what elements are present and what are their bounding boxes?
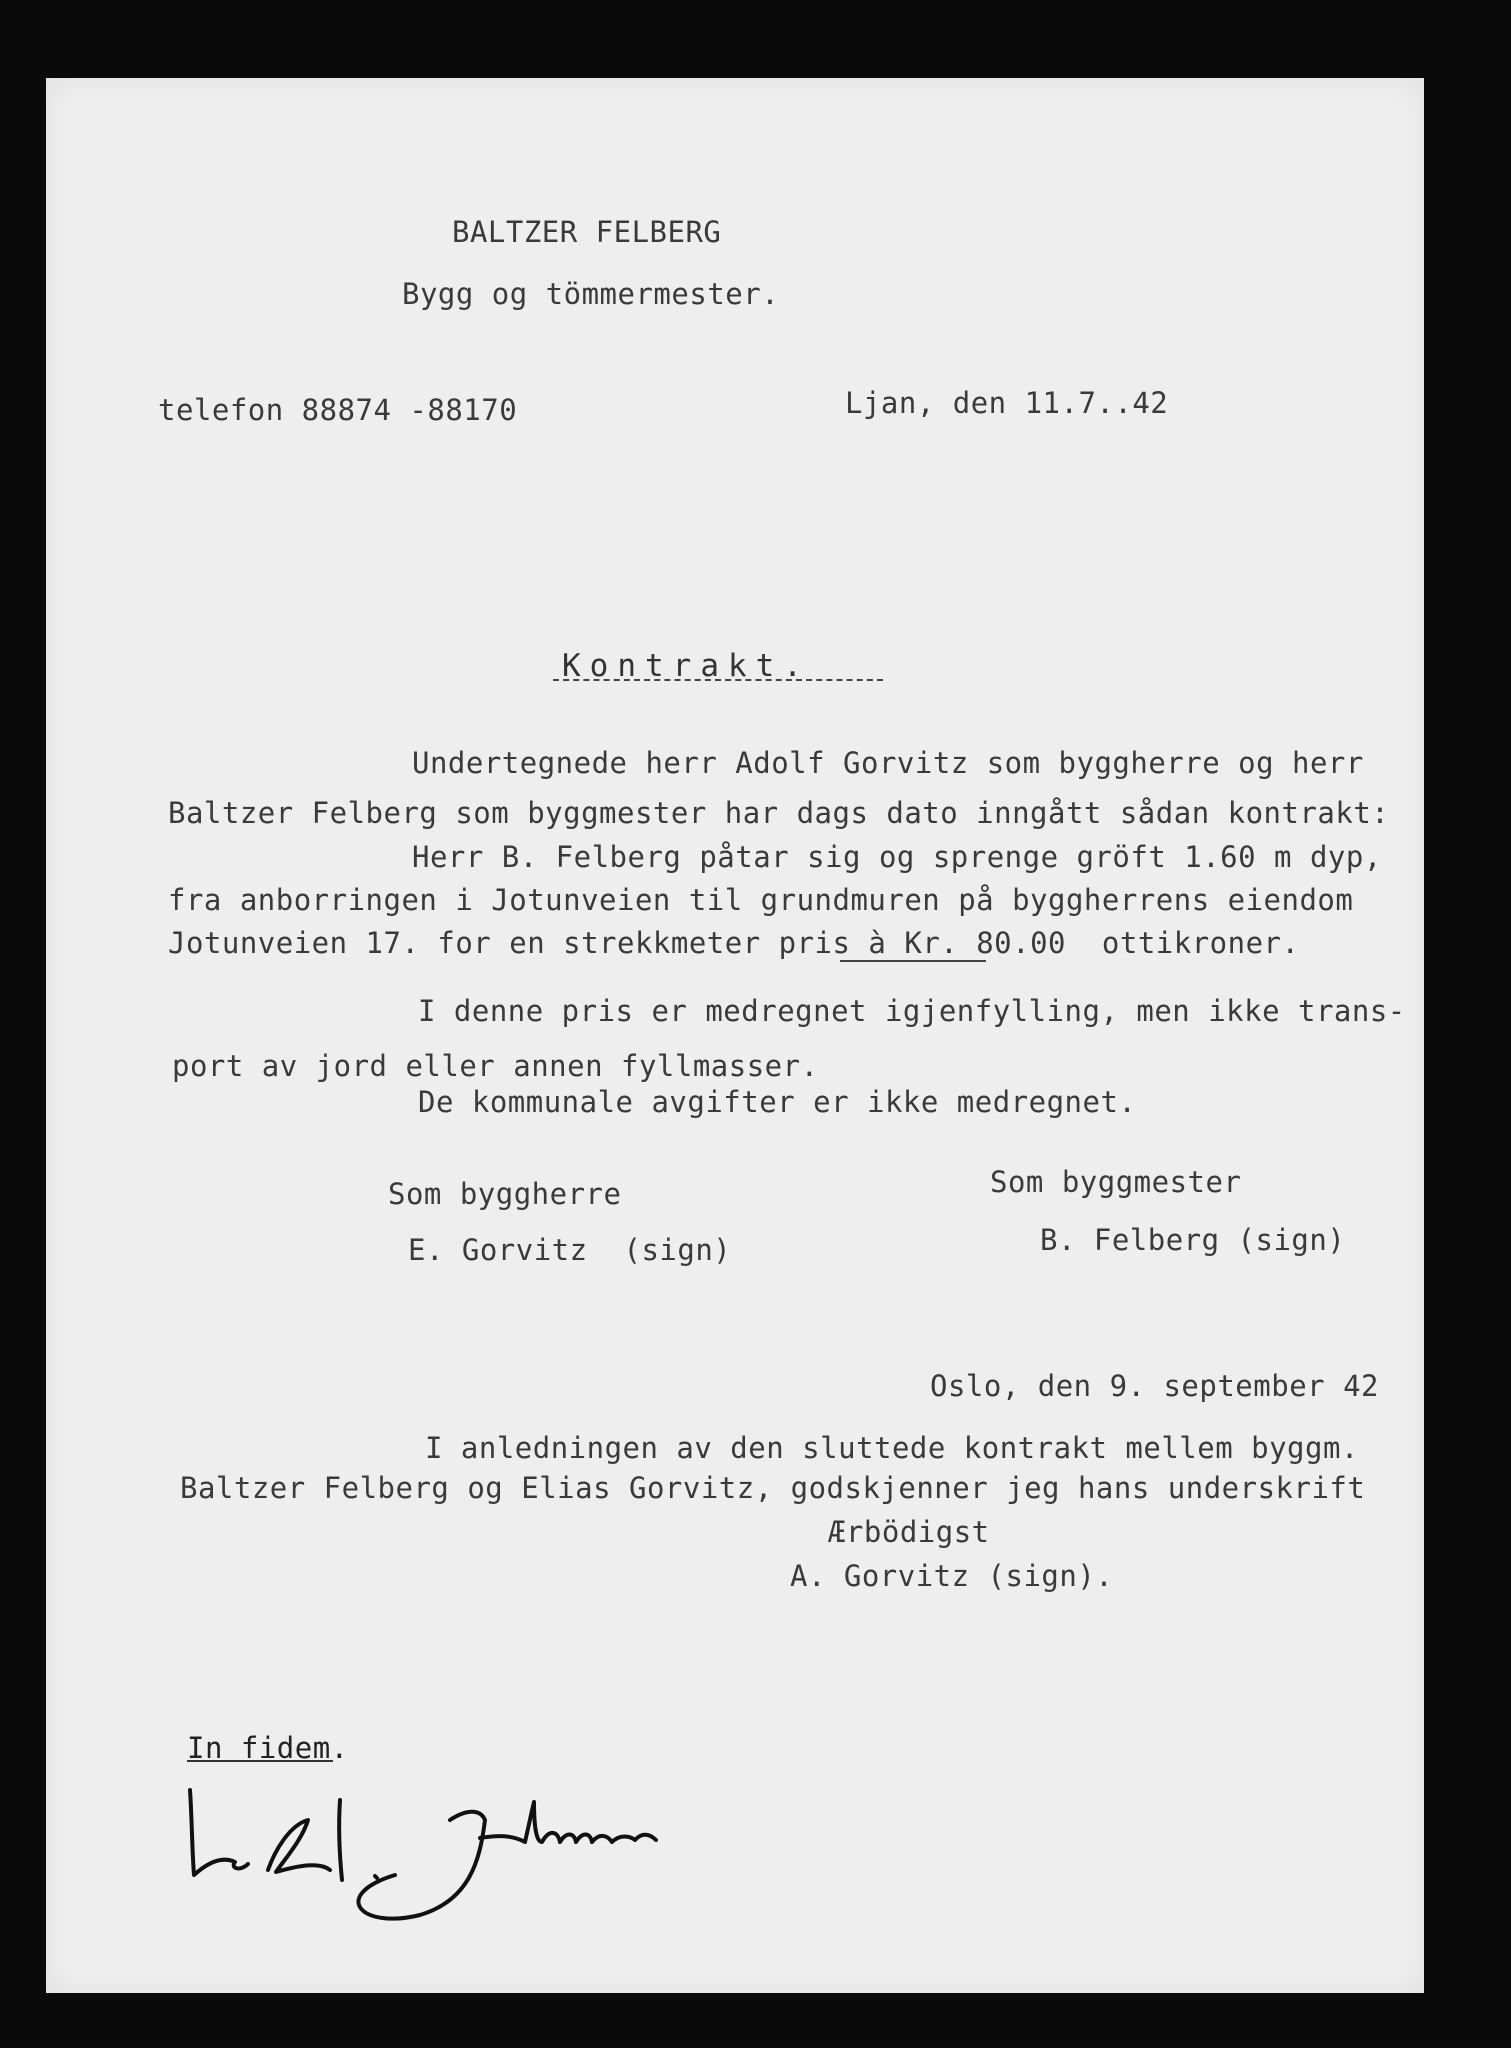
- addendum-closing: Ærbödigst: [828, 1515, 990, 1549]
- phone-number: telefon 88874 -88170: [158, 393, 518, 427]
- price-amount: Kr. 80.00: [904, 926, 1066, 960]
- letterhead-trade: Bygg og tömmermester.: [402, 277, 780, 311]
- contract-line-1: Undertegnede herr Adolf Gorvitz som byggherre og herr: [412, 746, 1364, 780]
- addendum-signed: A. Gorvitz (sign).: [790, 1559, 1114, 1593]
- paper-sheet: [46, 78, 1424, 1993]
- addendum-line-1: I anledningen av den sluttede kontrakt mellem byggm.: [425, 1431, 1359, 1465]
- builder-name: B. Felberg (sign): [1040, 1223, 1346, 1257]
- addendum-place-date: Oslo, den 9. september 42: [930, 1369, 1379, 1403]
- title-underline: [553, 679, 883, 681]
- builder-role: Som byggmester: [990, 1165, 1242, 1199]
- handwritten-signature: [180, 1780, 660, 1930]
- owner-role: Som byggherre: [388, 1177, 622, 1211]
- price-lead-text: Jotunveien 17. for en strekkmeter pris à: [168, 926, 887, 960]
- contract-line-2: Baltzer Felberg som byggmester har dags dato inngått sådan kontrakt:: [168, 796, 1390, 830]
- in-fidem-underline: [187, 1760, 333, 1762]
- owner-name: E. Gorvitz (sign): [408, 1233, 732, 1267]
- addendum-line-2: Baltzer Felberg og Elias Gorvitz, godskjenner jeg hans underskrift: [180, 1471, 1366, 1505]
- price-words: ottikroner.: [1101, 926, 1300, 960]
- terms-line-2: port av jord eller annen fyllmasser.: [172, 1049, 819, 1083]
- terms-line-1: I denne pris er medregnet igjenfylling, men ikke trans-: [418, 994, 1406, 1028]
- contract-line-5: [168, 926, 1300, 960]
- letterhead-name: BALTZER FELBERG: [452, 215, 722, 249]
- place-date: Ljan, den 11.7..42: [845, 386, 1169, 420]
- price-underline: [840, 960, 986, 962]
- in-fidem-label: In fidem.: [187, 1731, 349, 1765]
- contract-line-3: Herr B. Felberg påtar sig og sprenge gröft 1.60 m dyp,: [412, 840, 1382, 874]
- contract-line-4: fra anborringen i Jotunveien til grundmuren på byggherrens eiendom: [168, 883, 1354, 917]
- terms-line-3: De kommunale avgifter er ikke medregnet.: [418, 1085, 1137, 1119]
- document-title: Kontrakt.: [562, 648, 811, 684]
